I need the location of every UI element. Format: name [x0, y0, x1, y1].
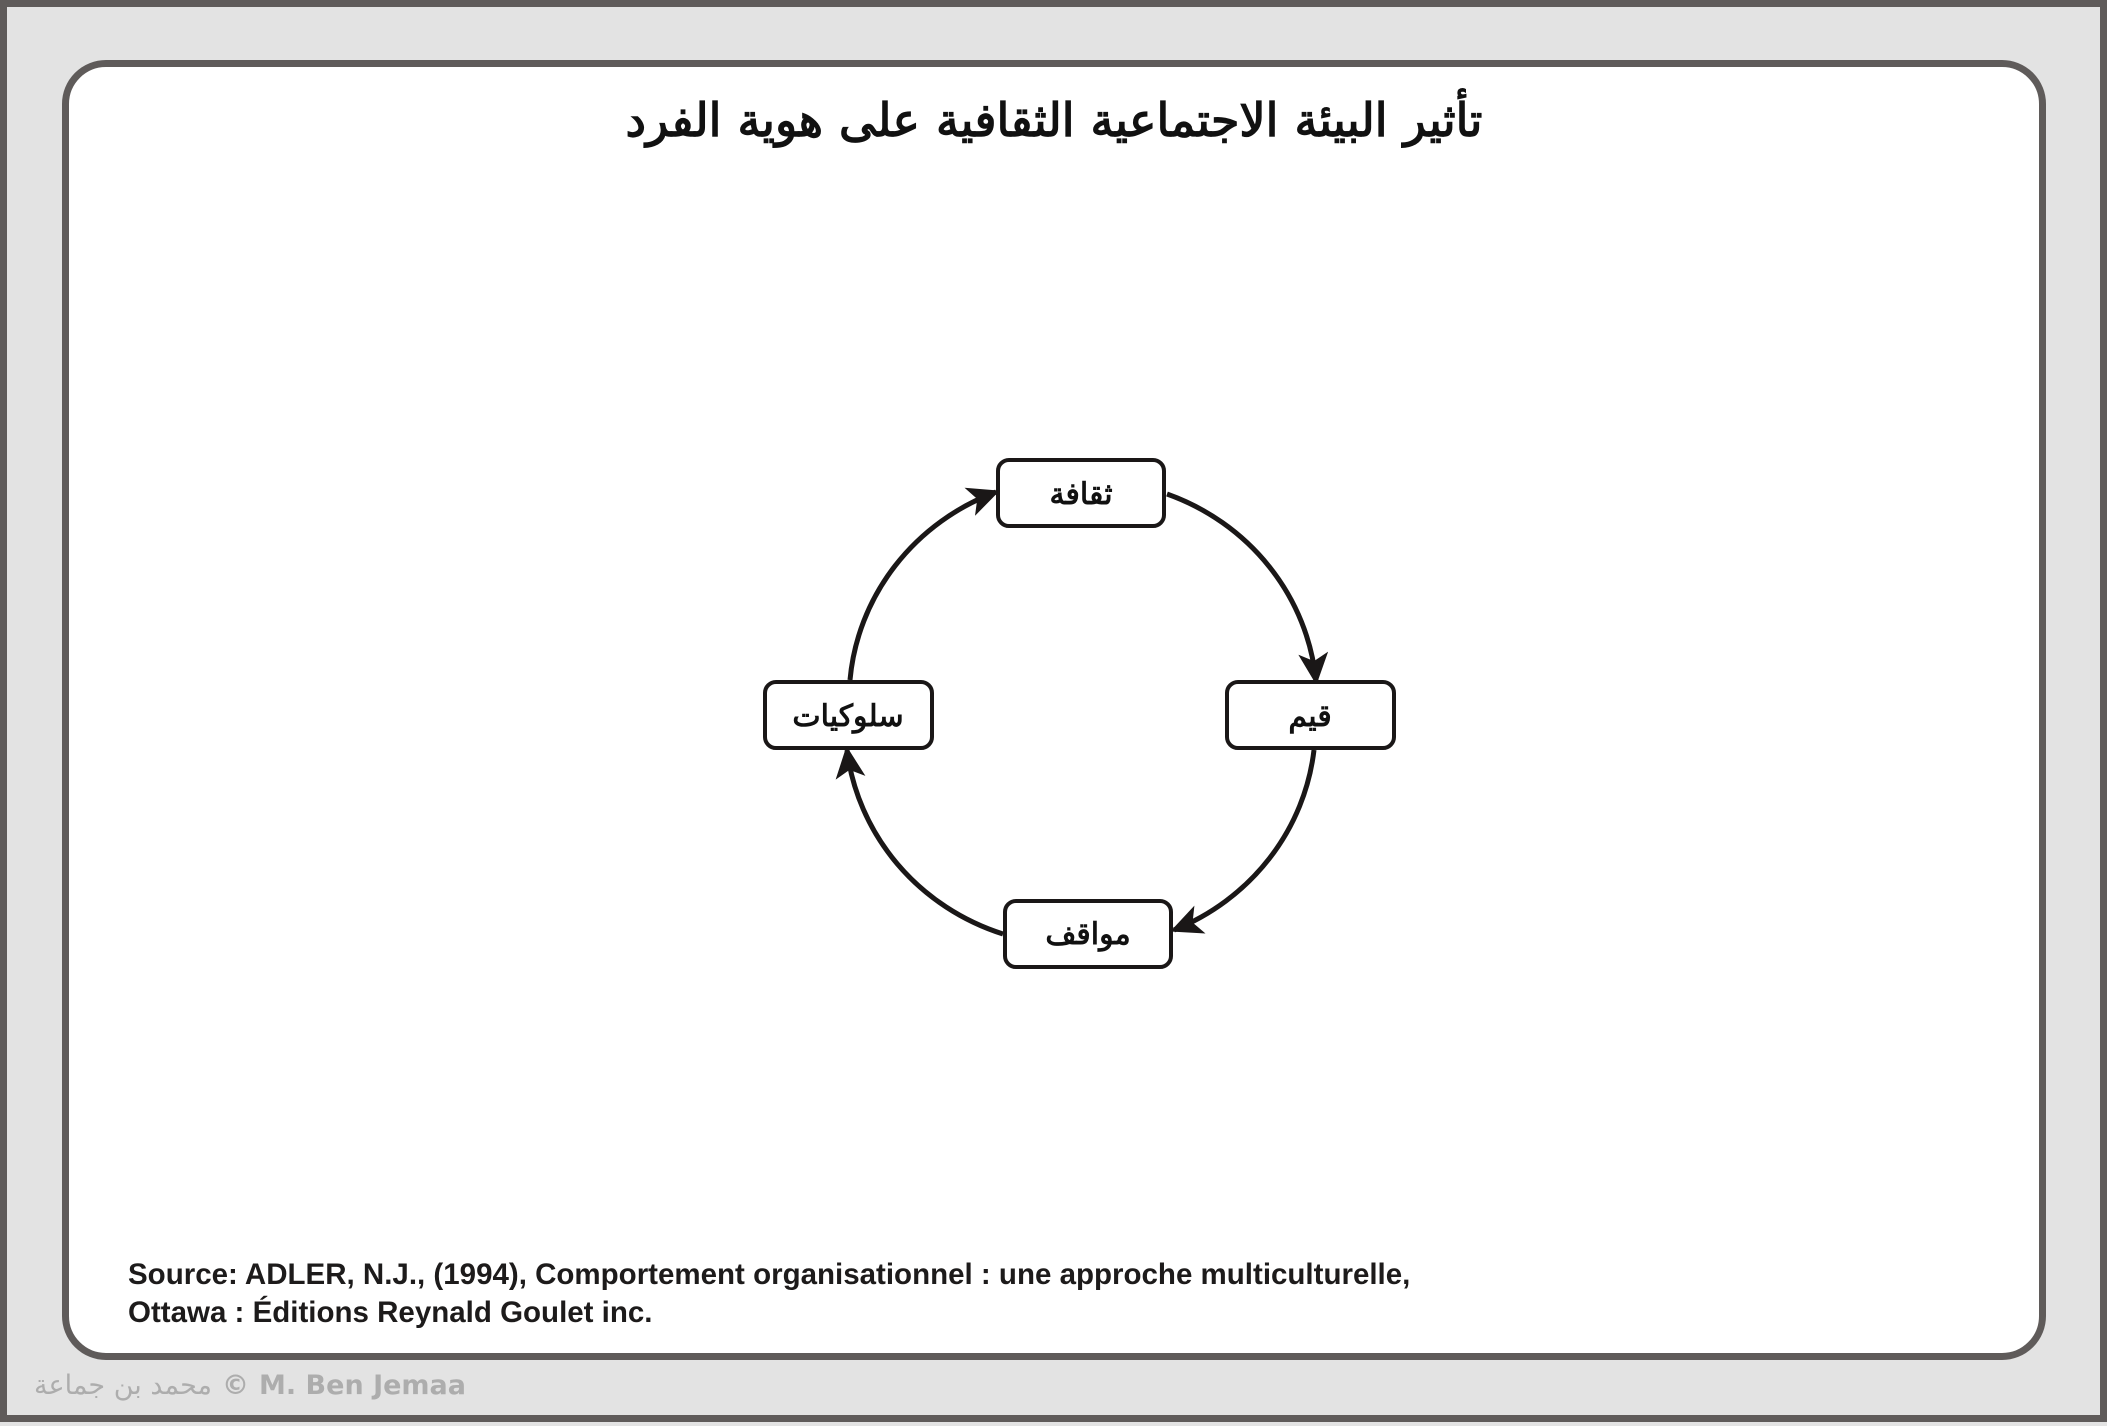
arrow-culture-to-values [1167, 494, 1316, 681]
arrow-behaviors-to-culture [850, 492, 996, 680]
node-label-culture: ثقافة [1049, 477, 1113, 512]
copyright-watermark [34, 1370, 466, 1401]
node-values [1227, 682, 1394, 748]
diagram-title: تأثير البيئة الاجتماعية الثقافية على هوية الفرد [625, 93, 1483, 147]
watermark-latin-name: M. Ben Jemaa [259, 1370, 467, 1401]
source-line-1: Source: ADLER, N.J., (1994), Comportement organisationnel : une approche multiculturelle, [128, 1258, 1411, 1291]
watermark-arabic-name: محمد بن جماعة [34, 1370, 213, 1401]
node-label-values: قيم [1288, 699, 1332, 734]
node-culture [998, 460, 1164, 526]
source-line-2: Ottawa : Éditions Reynald Goulet inc. [128, 1296, 653, 1329]
arrow-attitudes-to-behaviors [847, 750, 1003, 934]
node-behaviors [765, 682, 932, 748]
arrow-values-to-attitudes [1174, 750, 1314, 930]
node-label-attitudes: مواقف [1045, 917, 1131, 952]
node-attitudes [1005, 901, 1171, 967]
source-citation [128, 1256, 1410, 1332]
copyright-icon: © [222, 1370, 250, 1401]
node-label-behaviors: سلوكيات [792, 699, 904, 734]
